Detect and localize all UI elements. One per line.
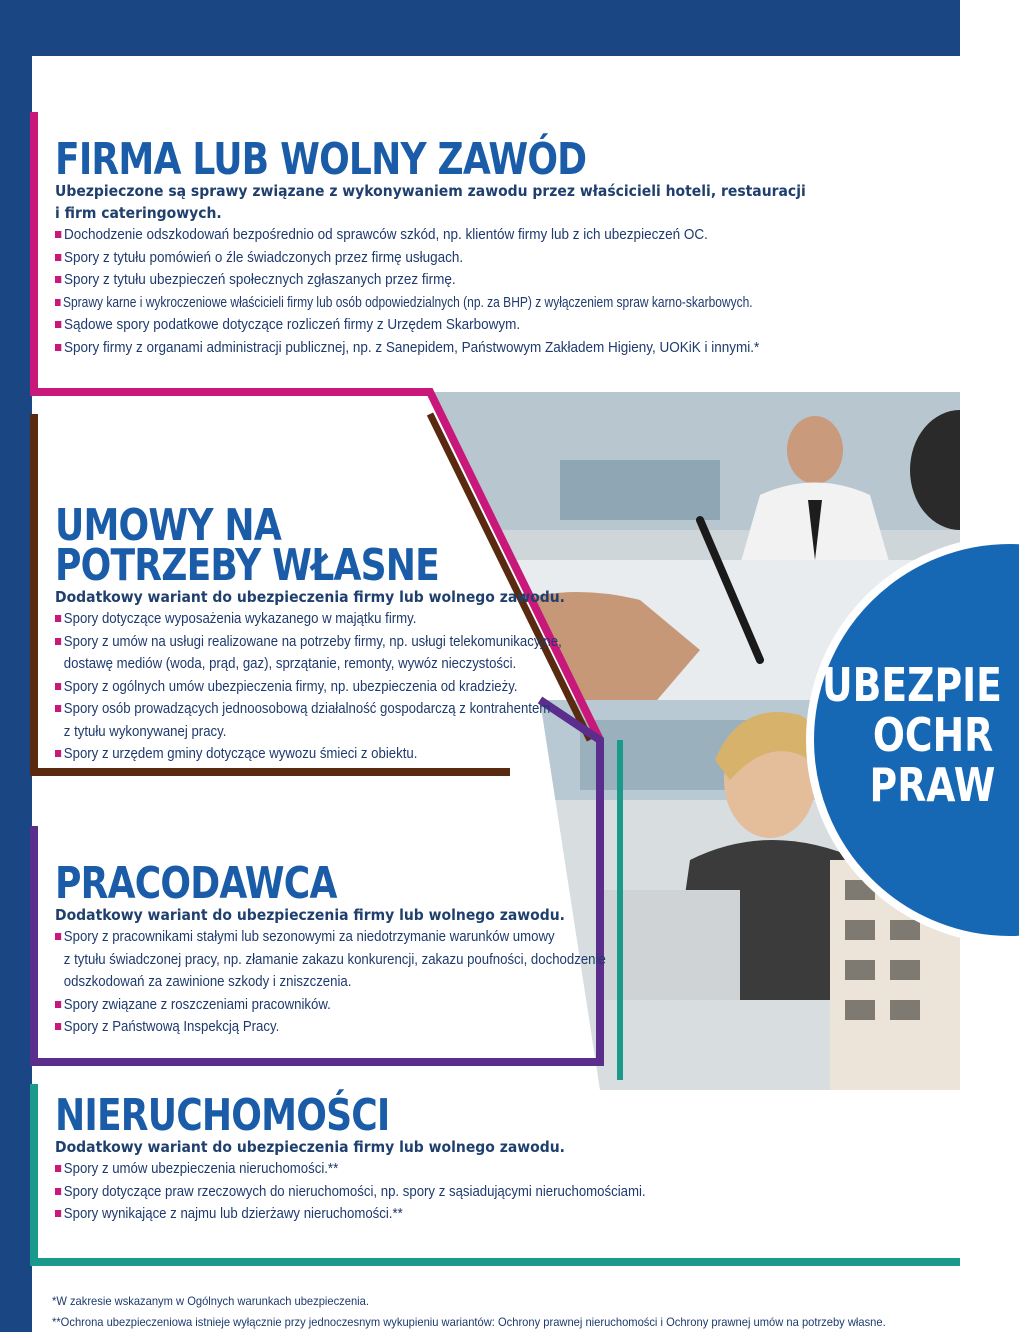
section-subtitle: Dodatkowy wariant do ubezpieczenia firmy lub wolnego zawodu. — [55, 588, 565, 606]
list-item: Spory z urzędem gminy dotyczące wywozu śmieci z obiektu. — [55, 743, 562, 766]
footnote-1: *W zakresie wskazanym w Ogólnych warunkach ubezpieczenia. — [52, 1294, 369, 1308]
section-subtitle: Dodatkowy wariant do ubezpieczenia firmy lub wolnego zawodu. — [55, 906, 565, 924]
list-item: Spory z tytułu ubezpieczeń społecznych zgłaszanych przez firmę. — [55, 269, 840, 292]
footnote-2: **Ochrona ubezpieczeniowa istnieje wyłącznie przy jednoczesnym wykupieniu wariantów: Ochrony prawnej nieruchomości i Ochrony prawnej umów na potrzeby własne. — [52, 1315, 886, 1329]
bullet-square — [55, 705, 61, 712]
bullet-square — [55, 933, 61, 940]
bullet-list — [55, 608, 631, 766]
bullet-square — [55, 344, 61, 351]
list-item: Spory z ogólnych umów ubezpieczenia firmy, np. ubezpieczenia od kradzieży. — [55, 676, 562, 699]
list-item: Spory firmy z organami administracji publicznej, np. z Sanepidem, Państwowym Zakładem Higieny, UOKiK i innymi.* — [55, 337, 840, 360]
bullet-square — [55, 1188, 61, 1195]
section-subtitle: Ubezpieczone są sprawy związane z wykonywaniem zawodu przez właścicieli hoteli, restauracji i firm cateringowych. — [55, 182, 806, 222]
bullet-square — [55, 683, 61, 690]
list-item: Dochodzenie odszkodowań bezpośrednio od sprawców szkód, np. klientów firmy lub z ich ubezpieczeń OC. — [55, 224, 840, 247]
bullet-square — [55, 1165, 61, 1172]
list-item: Spory osób prowadzących jednoosobową działalność gospodarczą z kontrahentem z tytułu wykonywanej pracy. — [55, 698, 562, 743]
list-item: Sądowe spory podatkowe dotyczące rozliczeń firmy z Urzędem Skarbowym. — [55, 314, 840, 337]
list-item: Spory z umów ubezpieczenia nieruchomości.** — [55, 1158, 646, 1181]
list-item: Spory dotyczące wyposażenia wykazanego w majątku firmy. — [55, 608, 562, 631]
section-title: UMOWY NA POTRZEBY WŁASNE — [55, 500, 439, 591]
section-umowy — [55, 500, 631, 766]
bullet-square — [55, 231, 61, 238]
bullet-square — [55, 321, 61, 328]
circle-headline: UBEZPIE OCHR PRAW — [822, 658, 1002, 812]
bullet-square — [55, 638, 61, 645]
bullet-square — [55, 615, 61, 622]
bullet-square — [55, 1210, 61, 1217]
list-item: Sprawy karne i wykroczeniowe właścicieli firmy lub osób odpowiedzialnych (np. za BHP) z wyłączeniem spraw karno-skarbowych. — [55, 292, 753, 315]
list-item: Spory z Państwową Inspekcją Pracy. — [55, 1016, 606, 1039]
bullet-square — [55, 254, 61, 261]
list-item: Spory z umów na usługi realizowane na potrzeby firmy, np. usługi telekomunikacyjne, dostawę mediów (woda, prąd, gaz), sprzątanie, remonty, wywóz nieczystości. — [55, 631, 562, 676]
list-item: Spory związane z roszczeniami pracowników. — [55, 994, 606, 1017]
bullet-square — [55, 299, 61, 306]
bullet-list — [55, 926, 681, 1039]
bullet-square — [55, 1001, 61, 1008]
bullet-square — [55, 1023, 61, 1030]
section-title: FIRMA LUB WOLNY ZAWÓD — [55, 134, 587, 185]
section-firma — [55, 134, 927, 359]
section-title: NIERUCHOMOŚCI — [55, 1090, 390, 1141]
bullet-square — [55, 750, 61, 757]
section-title: PRACODAWCA — [55, 858, 337, 909]
list-item: Spory dotyczące praw rzeczowych do nieruchomości, np. spory z sąsiadującymi nieruchomościami. — [55, 1181, 646, 1204]
bullet-list — [55, 1158, 726, 1226]
bullet-list — [55, 224, 927, 359]
section-subtitle: Dodatkowy wariant do ubezpieczenia firmy lub wolnego zawodu. — [55, 1138, 565, 1156]
list-item: Spory wynikające z najmu lub dzierżawy nieruchomości.** — [55, 1203, 646, 1226]
bullet-square — [55, 276, 61, 283]
list-item: Spory z pracownikami stałymi lub sezonowymi za niedotrzymanie warunków umowy z tytułu świadczonej pracy, np. złamanie zakazu konkurencji, zakazu poufności, dochodzenie odszkodowań za zawinione szkody i zniszczenia. — [55, 926, 606, 994]
section-pracodawca — [55, 858, 681, 1039]
list-item: Spory z tytułu pomówień o źle świadczonych przez firmę usługach. — [55, 247, 840, 270]
section-nieruchomosci — [55, 1090, 726, 1226]
